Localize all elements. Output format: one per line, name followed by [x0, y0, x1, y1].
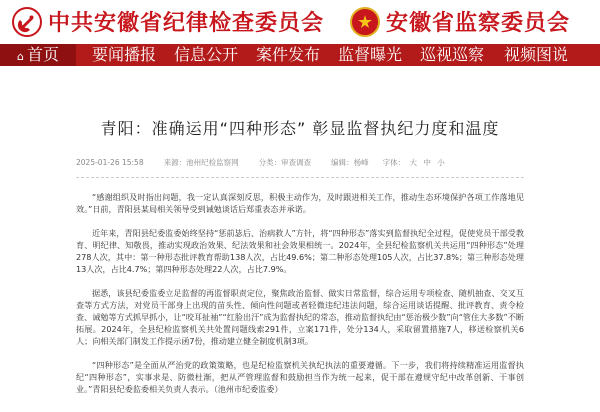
supervision-logo-group[interactable]	[350, 6, 570, 37]
article-body	[76, 191, 524, 395]
nav-inspection[interactable]: 巡视巡察	[419, 45, 484, 64]
nav-home[interactable]	[0, 44, 76, 66]
font-size-small[interactable]: 小	[437, 157, 445, 167]
article-editor: 编辑：杨峰	[331, 157, 369, 167]
font-size-medium[interactable]: 中	[423, 157, 431, 167]
commission-title: 中共安徽省纪律检查委员会	[48, 10, 325, 36]
font-size-control	[383, 157, 447, 168]
article-container	[0, 116, 600, 395]
home-icon: ⌂	[17, 50, 24, 63]
article-paragraph: “四种形态”是全面从严治党的政策策略，也是纪检监察机关执纪执法的重要遵循。下一步，我们将持续精准运用监督执纪“四种形态”，实事求是、防微杜渐，把从严管理监督和鼓励担当作为统一起来，促干部在遵规守纪中改革创新、干事创业。”青阳县纪委监委相关负责人表示。（池州市纪委监委）	[76, 360, 524, 394]
article-paragraph: 据悉，该县纪委监委立足监督的再监督职责定位，聚焦政治监督、做实日常监督，综合运用专项检查、随机抽查、交叉互查等方式方法，对党员干部身上出现的苗头性、倾向性问题或者轻微违纪违法问题，综合运用谈话提醒、批评教育、责令检查、诫勉等方式抓早抓小，让“咬耳扯袖”“红脸出汗”成为监督执纪的常态，推动监督执纪由“惩治极少数”向“管住大多数”不断拓展。2024年，全县纪检监察机关共处置问题线索291件，立案171件，处分134人，采取留置措施7人，移送检察机关6人；向相关部门制发工作提示函7份，推动建立健全制度机制3项。	[76, 288, 524, 346]
meta-divider	[76, 177, 524, 178]
national-emblem-icon	[350, 7, 380, 37]
nav-exposure[interactable]: 监督曝光	[337, 45, 402, 64]
nav-cases[interactable]: 案件发布	[255, 45, 320, 64]
nav-video[interactable]: 视频图说	[503, 45, 568, 64]
font-size-label: 字体：	[382, 157, 406, 167]
nav-news[interactable]: 要闻播报	[91, 45, 156, 64]
nav-home-label: 首页	[26, 45, 59, 64]
site-header	[0, 0, 600, 44]
article-source: 来源：池州纪检监察网	[163, 157, 239, 167]
article-date: 2025-01-26 15:58	[76, 157, 144, 167]
nav-disclosure[interactable]: 信息公开	[173, 45, 238, 64]
article-paragraph: “感谢组织及时指出问题，我一定认真深刻反思，积极主动作为，及时跟进相关工作，推动生态环境保护各项工作落地见效。”日前，青阳县某局相关领导受到诫勉谈话后郑重表态并承诺。	[76, 192, 524, 214]
font-size-large[interactable]: 大	[409, 157, 417, 167]
party-emblem-icon	[12, 7, 42, 37]
main-nav	[0, 44, 600, 66]
article-meta	[76, 157, 600, 167]
article-category: 分类：审查调查	[258, 157, 312, 167]
article-title: 青阳：准确运用“四种形态” 彰显监督执纪力度和温度	[100, 119, 500, 138]
party-logo-group[interactable]	[12, 6, 324, 37]
article-paragraph: 近年来，青阳县纪委监委始终坚持“惩前毖后、治病救人”方针，将“四种形态”落实到监督执纪全过程，促使党员干部受教育、明纪律、知敬畏，推动实现政治效果、纪法效果和社会效果相统一。2024年，全县纪检监察机关共运用“四种形态”处理278人次，其中：第一种形态批评教育帮助138人次，占比49.6%；第二种形态处理105人次，占比37.8%；第三种形态处理13人次，占比4.7%；第四种形态处理22人次，占比7.9%。	[76, 228, 524, 274]
supervision-title: 安徽省监察委员会	[386, 10, 571, 36]
